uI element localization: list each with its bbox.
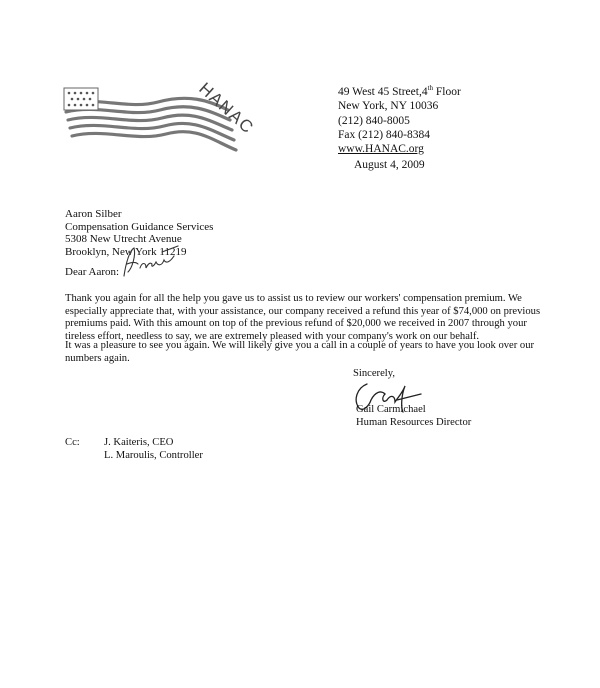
closing: Sincerely,: [353, 368, 395, 379]
sender-website-link[interactable]: www.HANAC.org: [338, 143, 424, 156]
recipient-name: Aaron Silber: [65, 208, 122, 220]
signer-block: [356, 404, 471, 429]
recipient-city: Brooklyn, New York 11219: [65, 245, 187, 258]
sender-city: New York, NY 10036: [338, 100, 439, 113]
body-line: numbers again.: [65, 352, 130, 364]
signer-title: Human Resources Director: [356, 416, 472, 428]
recipient-street: 5308 New Utrecht Avenue: [65, 233, 182, 245]
cc-recipient: J. Kaiteris, CEO: [104, 437, 174, 448]
letter-date: August 4, 2009: [354, 159, 425, 171]
body-line: tireless effort, needless to say, we are extremely pleased with your company's work on our behalf.: [65, 330, 480, 342]
cc-label: Cc:: [65, 437, 80, 448]
sender-phone: (212) 840-8005: [338, 114, 410, 127]
body-line: Thank you again for all the help you gave us to assist us to review our workers' compensation premium. We: [65, 293, 522, 304]
handwritten-annotation-icon: [118, 242, 180, 280]
cc-recipient: L. Maroulis, Controller: [104, 449, 203, 461]
body-line: It was a pleasure to see you again. We will likely give you a call in a couple of years to have you look over our: [65, 340, 535, 351]
body-line: especially appreciate that, with your assistance, our company received a refund this year of $74,000 on previous: [65, 305, 541, 317]
recipient-company: Compensation Guidance Services: [65, 220, 214, 233]
body-paragraph-2: [65, 340, 535, 365]
logo-text: HANAC: [195, 78, 258, 138]
flag-logo-icon: [58, 70, 268, 160]
sender-fax: Fax (212) 840-8384: [338, 128, 430, 141]
cc-list: [104, 437, 203, 462]
sender-address: [338, 85, 461, 156]
signer-name: Gail Carmichael: [356, 404, 426, 415]
salutation: Dear Aaron:: [65, 266, 120, 278]
sender-street: 49 West 45 Street,4th Floor: [338, 84, 461, 98]
body-paragraph-1: [65, 293, 541, 343]
hanac-logo: [58, 70, 268, 160]
body-line: premiums paid. With this amount on top of the previous refund of $20,000 we received in 2007 through your: [65, 318, 527, 330]
